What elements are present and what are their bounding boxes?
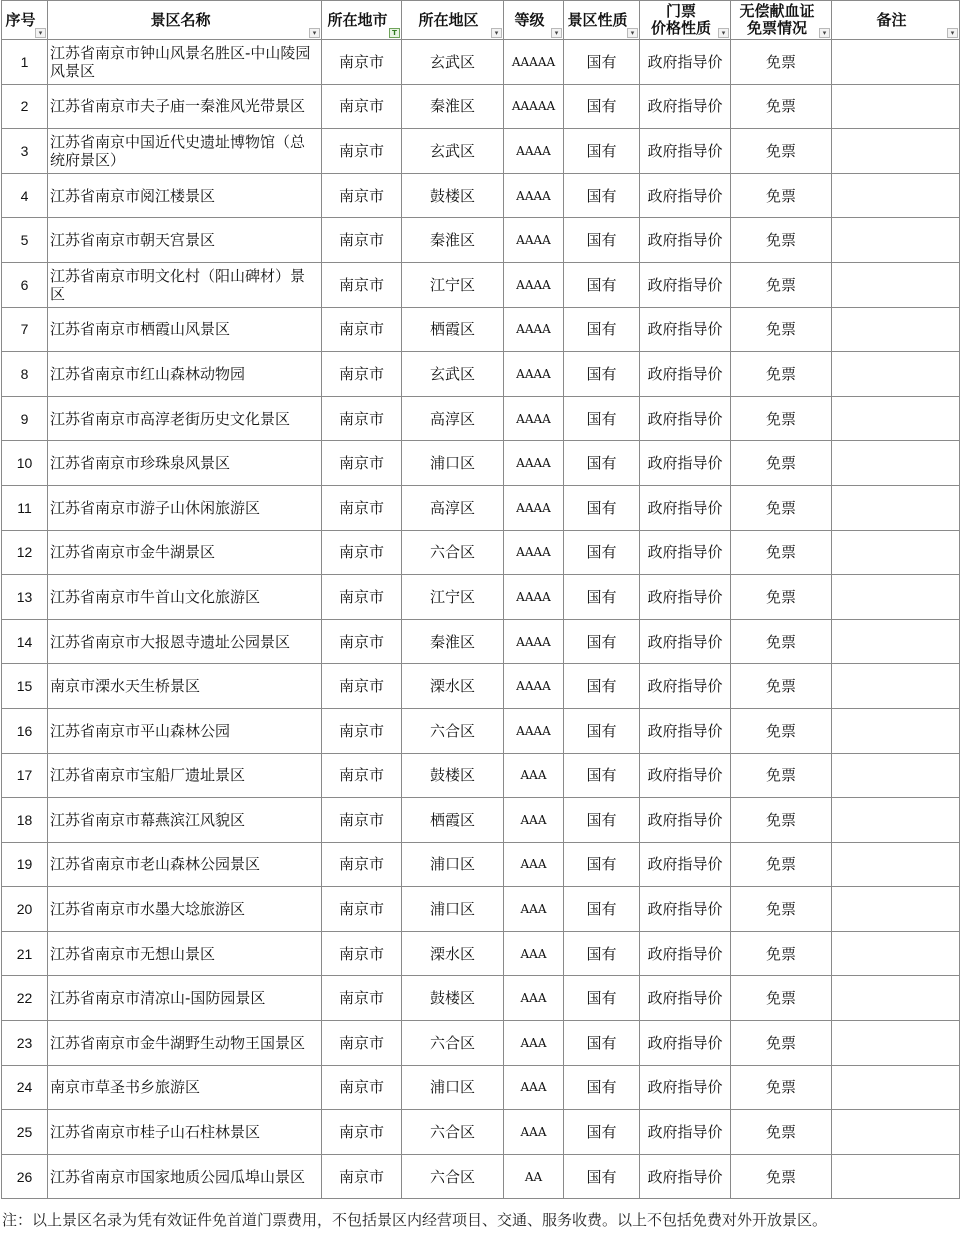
cell-city[interactable]: 南京市 — [322, 1021, 402, 1066]
cell-remark[interactable] — [832, 976, 960, 1021]
cell-grade[interactable]: AAAA — [504, 262, 564, 307]
cell-city[interactable]: 南京市 — [322, 84, 402, 129]
cell-grade[interactable]: AAAA — [504, 530, 564, 575]
cell-name[interactable]: 江苏省南京市游子山休闲旅游区 — [48, 485, 322, 530]
cell-city[interactable]: 南京市 — [322, 40, 402, 85]
cell-name[interactable]: 江苏省南京市高淳老街历史文化景区 — [48, 396, 322, 441]
table-row — [2, 1110, 960, 1155]
cell-index[interactable]: 14 — [2, 619, 48, 664]
cell-name[interactable]: 江苏省南京市金牛湖景区 — [48, 530, 322, 575]
cell-remark[interactable] — [832, 441, 960, 486]
table-row — [2, 887, 960, 932]
cell-district[interactable]: 栖霞区 — [402, 798, 504, 843]
cell-free[interactable]: 免票 — [731, 218, 832, 263]
table-row — [2, 1154, 960, 1199]
cell-city[interactable]: 南京市 — [322, 173, 402, 218]
cell-free[interactable]: 免票 — [731, 1154, 832, 1199]
cell-city[interactable]: 南京市 — [322, 976, 402, 1021]
cell-name[interactable]: 江苏省南京市红山森林动物园 — [48, 352, 322, 397]
cell-grade[interactable]: AAA — [504, 931, 564, 976]
cell-city[interactable]: 南京市 — [322, 218, 402, 263]
table-row — [2, 173, 960, 218]
cell-nature[interactable]: 国有 — [564, 173, 640, 218]
cell-grade[interactable]: AAA — [504, 1110, 564, 1155]
cell-free[interactable]: 免票 — [731, 40, 832, 85]
cell-price[interactable]: 政府指导价 — [640, 84, 731, 129]
cell-grade[interactable]: AAAA — [504, 664, 564, 709]
cell-nature[interactable]: 国有 — [564, 396, 640, 441]
cell-price[interactable]: 政府指导价 — [640, 129, 731, 174]
cell-free[interactable]: 免票 — [731, 485, 832, 530]
cell-city[interactable]: 南京市 — [322, 1110, 402, 1155]
cell-index[interactable]: 13 — [2, 575, 48, 620]
cell-district[interactable]: 高淳区 — [402, 485, 504, 530]
cell-index[interactable]: 15 — [2, 664, 48, 709]
cell-free[interactable]: 免票 — [731, 396, 832, 441]
cell-grade[interactable]: AAA — [504, 753, 564, 798]
cell-district[interactable]: 玄武区 — [402, 352, 504, 397]
cell-index[interactable]: 21 — [2, 931, 48, 976]
filter-dropdown-icon[interactable]: ▾ — [551, 28, 562, 38]
cell-remark[interactable] — [832, 575, 960, 620]
header-grade[interactable] — [504, 1, 564, 40]
cell-remark[interactable] — [832, 708, 960, 753]
table-row — [2, 575, 960, 620]
cell-nature[interactable]: 国有 — [564, 441, 640, 486]
cell-index[interactable]: 6 — [2, 262, 48, 307]
cell-city[interactable]: 南京市 — [322, 664, 402, 709]
cell-free[interactable]: 免票 — [731, 664, 832, 709]
cell-district[interactable]: 玄武区 — [402, 129, 504, 174]
cell-grade[interactable]: AAA — [504, 798, 564, 843]
cell-grade[interactable]: AAAA — [504, 173, 564, 218]
cell-index[interactable]: 8 — [2, 352, 48, 397]
cell-price[interactable]: 政府指导价 — [640, 40, 731, 85]
cell-nature[interactable]: 国有 — [564, 262, 640, 307]
cell-free[interactable]: 免票 — [731, 798, 832, 843]
cell-price[interactable]: 政府指导价 — [640, 798, 731, 843]
table-row — [2, 798, 960, 843]
cell-nature[interactable]: 国有 — [564, 753, 640, 798]
header-price-line1: 门票 — [665, 2, 696, 20]
cell-district[interactable]: 六合区 — [402, 708, 504, 753]
cell-remark[interactable] — [832, 485, 960, 530]
table-row — [2, 708, 960, 753]
cell-price[interactable]: 政府指导价 — [640, 441, 731, 486]
filter-dropdown-icon[interactable]: ▾ — [947, 28, 958, 38]
filter-dropdown-icon[interactable]: ▾ — [718, 28, 729, 38]
cell-free[interactable]: 免票 — [731, 619, 832, 664]
cell-district[interactable]: 浦口区 — [402, 1065, 504, 1110]
cell-name[interactable]: 南京市溧水天生桥景区 — [48, 664, 322, 709]
cell-index[interactable]: 10 — [2, 441, 48, 486]
cell-price[interactable]: 政府指导价 — [640, 664, 731, 709]
filter-dropdown-icon[interactable]: ▾ — [35, 28, 46, 38]
cell-grade[interactable]: AAA — [504, 1065, 564, 1110]
cell-city[interactable]: 南京市 — [322, 931, 402, 976]
cell-nature[interactable]: 国有 — [564, 931, 640, 976]
cell-nature[interactable]: 国有 — [564, 218, 640, 263]
cell-index[interactable]: 5 — [2, 218, 48, 263]
table-row — [2, 262, 960, 307]
cell-city[interactable]: 南京市 — [322, 708, 402, 753]
cell-index[interactable]: 26 — [2, 1154, 48, 1199]
cell-nature[interactable]: 国有 — [564, 664, 640, 709]
cell-nature[interactable]: 国有 — [564, 976, 640, 1021]
cell-remark[interactable] — [832, 931, 960, 976]
cell-free[interactable]: 免票 — [731, 1065, 832, 1110]
cell-nature[interactable]: 国有 — [564, 84, 640, 129]
cell-remark[interactable] — [832, 173, 960, 218]
cell-name[interactable]: 江苏省南京市无想山景区 — [48, 931, 322, 976]
cell-nature[interactable]: 国有 — [564, 1065, 640, 1110]
cell-price[interactable]: 政府指导价 — [640, 619, 731, 664]
cell-free[interactable]: 免票 — [731, 842, 832, 887]
cell-price[interactable]: 政府指导价 — [640, 842, 731, 887]
cell-remark[interactable] — [832, 530, 960, 575]
cell-district[interactable]: 浦口区 — [402, 441, 504, 486]
filter-dropdown-icon[interactable]: ▾ — [309, 28, 320, 38]
cell-index[interactable]: 23 — [2, 1021, 48, 1066]
header-price-line2: 价格性质 — [650, 19, 711, 37]
cell-city[interactable]: 南京市 — [322, 798, 402, 843]
header-name[interactable] — [48, 1, 322, 40]
header-index[interactable] — [2, 1, 48, 40]
cell-free[interactable]: 免票 — [731, 262, 832, 307]
header-row — [2, 1, 960, 40]
cell-remark[interactable] — [832, 218, 960, 263]
cell-nature[interactable]: 国有 — [564, 1110, 640, 1155]
cell-nature[interactable]: 国有 — [564, 40, 640, 85]
cell-price[interactable]: 政府指导价 — [640, 887, 731, 932]
cell-district[interactable]: 江宁区 — [402, 575, 504, 620]
cell-remark[interactable] — [832, 887, 960, 932]
cell-grade[interactable]: AAAA — [504, 441, 564, 486]
cell-district[interactable]: 鼓楼区 — [402, 753, 504, 798]
cell-index[interactable]: 9 — [2, 396, 48, 441]
header-free-line1: 无偿献血证 — [739, 2, 815, 20]
cell-city[interactable]: 南京市 — [322, 753, 402, 798]
cell-city[interactable]: 南京市 — [322, 485, 402, 530]
cell-price[interactable]: 政府指导价 — [640, 708, 731, 753]
cell-nature[interactable]: 国有 — [564, 842, 640, 887]
cell-free[interactable]: 免票 — [731, 84, 832, 129]
header-free-label — [731, 3, 831, 37]
cell-remark[interactable] — [832, 753, 960, 798]
cell-remark[interactable] — [832, 1110, 960, 1155]
cell-index[interactable]: 1 — [2, 40, 48, 85]
cell-free[interactable]: 免票 — [731, 753, 832, 798]
table-row — [2, 842, 960, 887]
cell-district[interactable]: 栖霞区 — [402, 307, 504, 352]
cell-name[interactable]: 江苏省南京市夫子庙一秦淮风光带景区 — [48, 84, 322, 129]
cell-name[interactable]: 江苏省南京市牛首山文化旅游区 — [48, 575, 322, 620]
cell-remark[interactable] — [832, 1154, 960, 1199]
cell-district[interactable]: 六合区 — [402, 1021, 504, 1066]
cell-price[interactable]: 政府指导价 — [640, 396, 731, 441]
cell-price[interactable]: 政府指导价 — [640, 976, 731, 1021]
cell-district[interactable]: 秦淮区 — [402, 619, 504, 664]
table-body — [2, 40, 960, 1199]
header-city[interactable] — [322, 1, 402, 40]
cell-nature[interactable]: 国有 — [564, 887, 640, 932]
header-nature[interactable] — [564, 1, 640, 40]
cell-index[interactable]: 19 — [2, 842, 48, 887]
cell-city[interactable]: 南京市 — [322, 887, 402, 932]
header-city-label: 所在地市 — [327, 10, 388, 29]
cell-remark[interactable] — [832, 84, 960, 129]
cell-grade[interactable]: AAAA — [504, 485, 564, 530]
cell-price[interactable]: 政府指导价 — [640, 307, 731, 352]
cell-price[interactable]: 政府指导价 — [640, 173, 731, 218]
table-row — [2, 485, 960, 530]
cell-city[interactable]: 南京市 — [322, 1154, 402, 1199]
cell-nature[interactable]: 国有 — [564, 1021, 640, 1066]
cell-grade[interactable]: AAA — [504, 1021, 564, 1066]
cell-name[interactable]: 江苏省南京市桂子山石柱林景区 — [48, 1110, 322, 1155]
table-row — [2, 352, 960, 397]
table-row — [2, 530, 960, 575]
cell-name[interactable]: 江苏省南京市宝船厂遗址景区 — [48, 753, 322, 798]
cell-index[interactable]: 16 — [2, 708, 48, 753]
cell-price[interactable]: 政府指导价 — [640, 485, 731, 530]
cell-city[interactable]: 南京市 — [322, 530, 402, 575]
cell-index[interactable]: 4 — [2, 173, 48, 218]
header-remark[interactable] — [832, 1, 960, 40]
cell-price[interactable]: 政府指导价 — [640, 352, 731, 397]
cell-grade[interactable]: AAAAA — [504, 84, 564, 129]
cell-district[interactable]: 浦口区 — [402, 842, 504, 887]
cell-free[interactable]: 免票 — [731, 129, 832, 174]
header-name-label: 景区名称 — [150, 10, 211, 29]
cell-city[interactable]: 南京市 — [322, 619, 402, 664]
cell-name[interactable]: 江苏省南京市幕燕滨江风貌区 — [48, 798, 322, 843]
cell-free[interactable]: 免票 — [731, 307, 832, 352]
cell-remark[interactable] — [832, 352, 960, 397]
header-grade-label: 等级 — [514, 10, 545, 29]
cell-remark[interactable] — [832, 396, 960, 441]
header-index-label: 序号 — [5, 10, 36, 29]
cell-nature[interactable]: 国有 — [564, 1154, 640, 1199]
cell-free[interactable]: 免票 — [731, 708, 832, 753]
cell-grade[interactable]: AAAA — [504, 129, 564, 174]
table-row — [2, 931, 960, 976]
cell-index[interactable]: 2 — [2, 84, 48, 129]
cell-price[interactable]: 政府指导价 — [640, 753, 731, 798]
cell-nature[interactable]: 国有 — [564, 307, 640, 352]
cell-remark[interactable] — [832, 842, 960, 887]
header-price[interactable] — [640, 1, 731, 40]
cell-free[interactable]: 免票 — [731, 887, 832, 932]
cell-district[interactable]: 浦口区 — [402, 887, 504, 932]
cell-price[interactable]: 政府指导价 — [640, 575, 731, 620]
cell-nature[interactable]: 国有 — [564, 352, 640, 397]
cell-name[interactable]: 江苏省南京市栖霞山风景区 — [48, 307, 322, 352]
cell-name[interactable]: 江苏省南京市明文化村（阳山碑材）景区 — [48, 262, 322, 307]
cell-district[interactable]: 六合区 — [402, 530, 504, 575]
cell-free[interactable]: 免票 — [731, 1110, 832, 1155]
cell-name[interactable]: 江苏省南京市珍珠泉风景区 — [48, 441, 322, 486]
cell-remark[interactable] — [832, 1065, 960, 1110]
cell-remark[interactable] — [832, 129, 960, 174]
cell-price[interactable]: 政府指导价 — [640, 1021, 731, 1066]
cell-district[interactable]: 六合区 — [402, 1110, 504, 1155]
cell-nature[interactable]: 国有 — [564, 485, 640, 530]
cell-grade[interactable]: AAA — [504, 976, 564, 1021]
cell-city[interactable]: 南京市 — [322, 129, 402, 174]
cell-grade[interactable]: AAAA — [504, 307, 564, 352]
cell-name[interactable]: 南京市草圣书乡旅游区 — [48, 1065, 322, 1110]
cell-index[interactable]: 22 — [2, 976, 48, 1021]
cell-index[interactable]: 12 — [2, 530, 48, 575]
cell-name[interactable]: 江苏省南京市大报恩寺遗址公园景区 — [48, 619, 322, 664]
cell-index[interactable]: 3 — [2, 129, 48, 174]
header-district[interactable] — [402, 1, 504, 40]
cell-index[interactable]: 25 — [2, 1110, 48, 1155]
cell-price[interactable]: 政府指导价 — [640, 262, 731, 307]
table-row — [2, 1065, 960, 1110]
table-row — [2, 753, 960, 798]
cell-grade[interactable]: AAAAA — [504, 40, 564, 85]
cell-grade[interactable]: AAAA — [504, 708, 564, 753]
cell-remark[interactable] — [832, 307, 960, 352]
cell-district[interactable]: 江宁区 — [402, 262, 504, 307]
table-row — [2, 1021, 960, 1066]
table-row — [2, 129, 960, 174]
cell-name[interactable]: 江苏省南京市水墨大埝旅游区 — [48, 887, 322, 932]
cell-grade[interactable]: AAAA — [504, 218, 564, 263]
filter-dropdown-icon[interactable]: ▾ — [491, 28, 502, 38]
cell-price[interactable]: 政府指导价 — [640, 530, 731, 575]
header-free[interactable] — [731, 1, 832, 40]
cell-price[interactable]: 政府指导价 — [640, 1110, 731, 1155]
cell-name[interactable]: 江苏省南京市阅江楼景区 — [48, 173, 322, 218]
footnote: 注：以上景区名录为凭有效证件免首道门票费用，不包括景区内经营项目、交通、服务收费。以上不包括免费对外开放景区。 — [2, 1211, 828, 1229]
table-row — [2, 664, 960, 709]
cell-nature[interactable]: 国有 — [564, 619, 640, 664]
header-district-label: 所在地区 — [418, 10, 479, 29]
cell-name[interactable]: 江苏省南京市老山森林公园景区 — [48, 842, 322, 887]
table-row — [2, 619, 960, 664]
cell-free[interactable]: 免票 — [731, 575, 832, 620]
header-nature-label: 景区性质 — [567, 10, 628, 29]
cell-remark[interactable] — [832, 619, 960, 664]
cell-district[interactable]: 六合区 — [402, 1154, 504, 1199]
cell-nature[interactable]: 国有 — [564, 530, 640, 575]
cell-city[interactable]: 南京市 — [322, 307, 402, 352]
cell-city[interactable]: 南京市 — [322, 396, 402, 441]
cell-district[interactable]: 秦淮区 — [402, 218, 504, 263]
scenic-area-table — [1, 0, 960, 1199]
cell-price[interactable]: 政府指导价 — [640, 931, 731, 976]
table-row — [2, 218, 960, 263]
cell-remark[interactable] — [832, 262, 960, 307]
cell-name[interactable]: 江苏省南京市金牛湖野生动物王国景区 — [48, 1021, 322, 1066]
cell-city[interactable]: 南京市 — [322, 575, 402, 620]
cell-free[interactable]: 免票 — [731, 530, 832, 575]
cell-free[interactable]: 免票 — [731, 441, 832, 486]
cell-district[interactable]: 秦淮区 — [402, 84, 504, 129]
cell-district[interactable]: 溧水区 — [402, 931, 504, 976]
cell-index[interactable]: 18 — [2, 798, 48, 843]
table-row — [2, 976, 960, 1021]
cell-free[interactable]: 免票 — [731, 931, 832, 976]
cell-nature[interactable]: 国有 — [564, 575, 640, 620]
cell-district[interactable]: 鼓楼区 — [402, 976, 504, 1021]
cell-grade[interactable]: AAA — [504, 887, 564, 932]
cell-grade[interactable]: AAA — [504, 842, 564, 887]
filter-dropdown-icon[interactable]: ▾ — [627, 28, 638, 38]
cell-grade[interactable]: AAAA — [504, 619, 564, 664]
cell-grade[interactable]: AAAA — [504, 396, 564, 441]
cell-price[interactable]: 政府指导价 — [640, 1154, 731, 1199]
cell-index[interactable]: 11 — [2, 485, 48, 530]
filter-dropdown-icon[interactable]: ▾ — [819, 28, 830, 38]
cell-index[interactable]: 7 — [2, 307, 48, 352]
cell-city[interactable]: 南京市 — [322, 842, 402, 887]
cell-remark[interactable] — [832, 1021, 960, 1066]
cell-name[interactable]: 江苏省南京市国家地质公园瓜埠山景区 — [48, 1154, 322, 1199]
table-row — [2, 40, 960, 85]
cell-free[interactable]: 免票 — [731, 352, 832, 397]
header-price-label — [640, 3, 730, 37]
cell-grade[interactable]: AAAA — [504, 575, 564, 620]
table-row — [2, 441, 960, 486]
header-remark-label: 备注 — [876, 10, 907, 29]
cell-district[interactable]: 鼓楼区 — [402, 173, 504, 218]
cell-free[interactable]: 免票 — [731, 173, 832, 218]
table-row — [2, 307, 960, 352]
table-row — [2, 396, 960, 441]
cell-remark[interactable] — [832, 40, 960, 85]
cell-district[interactable]: 玄武区 — [402, 40, 504, 85]
header-free-line2: 免票情况 — [746, 19, 807, 37]
cell-name[interactable]: 江苏省南京市钟山风景名胜区-中山陵园风景区 — [48, 40, 322, 85]
cell-price[interactable]: 政府指导价 — [640, 1065, 731, 1110]
table-row — [2, 84, 960, 129]
cell-index[interactable]: 17 — [2, 753, 48, 798]
cell-index[interactable]: 20 — [2, 887, 48, 932]
cell-city[interactable]: 南京市 — [322, 262, 402, 307]
cell-remark[interactable] — [832, 798, 960, 843]
cell-name[interactable]: 江苏省南京中国近代史遗址博物馆（总统府景区） — [48, 129, 322, 174]
cell-city[interactable]: 南京市 — [322, 441, 402, 486]
cell-name[interactable]: 江苏省南京市清凉山-国防园景区 — [48, 976, 322, 1021]
filter-active-icon[interactable]: T — [389, 28, 400, 38]
cell-free[interactable]: 免票 — [731, 1021, 832, 1066]
cell-nature[interactable]: 国有 — [564, 708, 640, 753]
cell-price[interactable]: 政府指导价 — [640, 218, 731, 263]
cell-district[interactable]: 溧水区 — [402, 664, 504, 709]
cell-city[interactable]: 南京市 — [322, 352, 402, 397]
cell-city[interactable]: 南京市 — [322, 1065, 402, 1110]
cell-index[interactable]: 24 — [2, 1065, 48, 1110]
cell-grade[interactable]: AAAA — [504, 352, 564, 397]
cell-name[interactable]: 江苏省南京市平山森林公园 — [48, 708, 322, 753]
cell-remark[interactable] — [832, 664, 960, 709]
cell-district[interactable]: 高淳区 — [402, 396, 504, 441]
cell-free[interactable]: 免票 — [731, 976, 832, 1021]
cell-nature[interactable]: 国有 — [564, 129, 640, 174]
cell-nature[interactable]: 国有 — [564, 798, 640, 843]
cell-grade[interactable]: AA — [504, 1154, 564, 1199]
cell-name[interactable]: 江苏省南京市朝天宫景区 — [48, 218, 322, 263]
